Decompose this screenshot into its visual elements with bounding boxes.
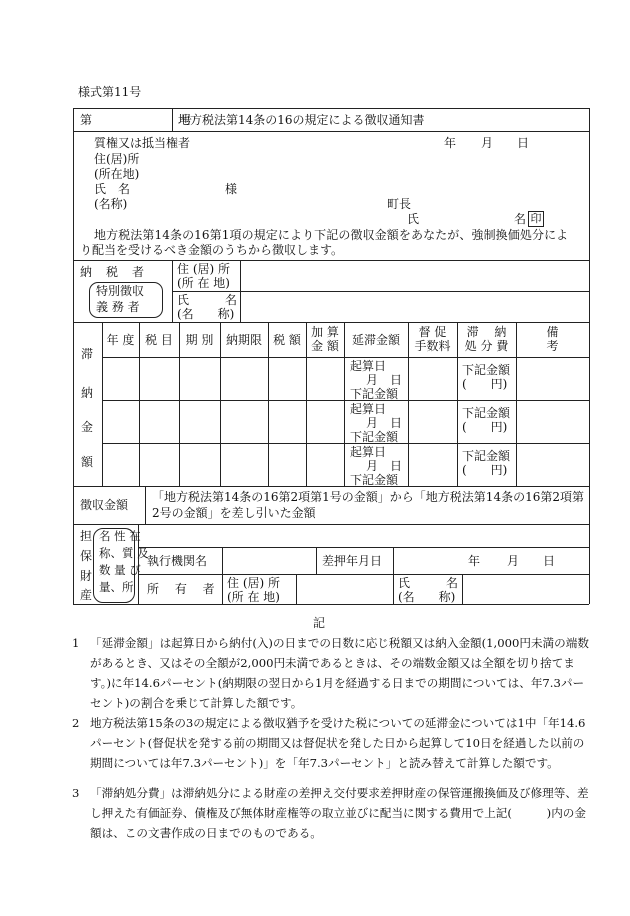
table-border-bottom <box>73 604 589 605</box>
table-border-top <box>73 108 589 109</box>
collateral-item-3: 数 量 び <box>99 563 141 577</box>
number-label: 第 号 <box>80 113 193 127</box>
delay-amount-cell-line: 起算日 <box>350 402 387 416</box>
owner-name-alt-label: (名 称) <box>398 590 456 604</box>
note-item-1 <box>72 633 592 713</box>
seizure-day: 日 <box>543 554 556 568</box>
seizure-date-label: 差押年月日 <box>322 554 383 568</box>
special-collector-label-2: 義 務 者 <box>96 300 140 314</box>
taxpayer-name-label: 氏 名 <box>177 293 238 307</box>
column-header: 処 分 費 <box>464 339 509 353</box>
arrears-side-label-2: 納 <box>81 386 94 400</box>
column-header: 延滞金額 <box>351 333 400 347</box>
owner-name-label: 氏 名 <box>398 576 459 590</box>
delay-amount-cell-line: 起算日 <box>350 445 387 459</box>
column-header: 納期限 <box>225 333 262 347</box>
issuer-mei-label: 名 <box>514 212 527 226</box>
taxpayer-label: 納 税 者 <box>80 265 146 279</box>
note-text: 地方税法第15条の3の規定による徴収猶予を受けた税についての延滞金については1中「年14.6パーセント(督促状を発する前の期間又は督促状を発した日から起算して10日を経過した以前の期間については年7.3パーセント)」を「年7.3パーセント」と読み替えて計算した額です。 <box>90 716 586 770</box>
agency-label: 執行機関名 <box>147 554 208 568</box>
column-header: 加 算 <box>311 325 339 339</box>
form-title: 地方税法第14条の16の規定による徴収通知書 <box>178 113 425 127</box>
mayor-label: 町長 <box>387 197 412 211</box>
collateral-item-2: 称、質 及 <box>99 546 149 560</box>
address-label: 住(居)所 <box>94 152 140 166</box>
disposal-fee-cell-line: ( 円) <box>462 420 508 434</box>
delay-amount-cell-line: 月 日 <box>366 373 403 387</box>
column-header: 金 額 <box>311 339 339 353</box>
collateral-side-label-4: 産 <box>80 588 93 602</box>
owner-address-alt-label: (所 在 地) <box>227 590 280 604</box>
date-month: 月 <box>481 136 494 150</box>
collection-text-line-1: 「地方税法第14条の16第2項第1号の金額」から「地方税法第14条の16第2項第 <box>152 490 584 504</box>
special-collector-label-1: 特別徴収 <box>96 284 145 298</box>
delay-amount-cell-line: 起算日 <box>350 359 387 373</box>
arrears-side-label-4: 額 <box>81 455 94 469</box>
taxpayer-name-alt-label: (名 称) <box>177 307 235 321</box>
note-item-2 <box>72 713 592 793</box>
note-number: 1 <box>72 636 80 650</box>
owner-label: 所 有 者 <box>147 582 215 596</box>
name-alt-label: (名称) <box>94 197 128 211</box>
note-number: 2 <box>72 716 80 730</box>
issuer-name-label: 氏 <box>407 212 420 226</box>
column-header: 手数料 <box>414 339 451 353</box>
owner-address-label: 住 (居) 所 <box>227 576 280 590</box>
disposal-fee-cell-line: 下記金額 <box>462 449 511 463</box>
column-header: 考 <box>546 339 559 353</box>
delay-amount-cell-line: 下記金額 <box>350 387 399 401</box>
form-number: 様式第11号 <box>78 85 142 99</box>
column-header: 備 <box>546 325 559 339</box>
collection-label: 徴収金額 <box>80 498 129 512</box>
notice-text-line-1: 地方税法第14条の16第1項の規定により下記の徴収金額をあなたが、強制換価処分によ <box>94 228 569 242</box>
delay-amount-cell-line: 月 日 <box>366 459 403 473</box>
arrears-side-label-1: 滞 <box>81 347 94 361</box>
column-header: 期 別 <box>185 333 214 347</box>
disposal-fee-cell-line: 下記金額 <box>462 363 511 377</box>
holder-label: 質権又は抵当権者 <box>94 136 191 150</box>
seizure-month: 月 <box>507 554 520 568</box>
date-year: 年 <box>444 136 457 150</box>
seizure-year: 年 <box>468 554 481 568</box>
disposal-fee-cell-line: 下記金額 <box>462 406 511 420</box>
column-header: 税 目 <box>145 333 173 347</box>
note-item-3 <box>72 783 592 843</box>
collateral-side-label-3: 財 <box>80 569 93 583</box>
delay-amount-cell-line: 月 日 <box>366 416 403 430</box>
delay-amount-cell-line: 下記金額 <box>350 430 399 444</box>
name-label: 氏 名 <box>94 182 131 196</box>
column-header: 年 度 <box>106 333 135 347</box>
notes-heading: 記 <box>313 616 326 630</box>
date-day: 日 <box>517 136 530 150</box>
collateral-item-1: 名 性 在 <box>99 529 141 543</box>
collateral-item-4: 量、所 <box>99 580 134 594</box>
column-header: 税 額 <box>273 333 301 347</box>
notice-text-line-2: り配当を受けるべき金額のうちから徴収します。 <box>80 243 344 257</box>
seal-mark: 印 <box>528 211 544 227</box>
honorific: 様 <box>225 182 238 196</box>
collection-text-line-2: 2号の金額」を差し引いた金額 <box>152 506 316 520</box>
address-alt-label: (所在地) <box>94 167 140 181</box>
collateral-side-label-2: 保 <box>80 549 93 563</box>
column-header: 督 促 <box>418 325 447 339</box>
taxpayer-address-label: 住 (居) 所 <box>177 262 230 276</box>
collateral-side-label-1: 担 <box>80 529 93 543</box>
column-header: 滞 納 <box>466 325 507 339</box>
table-border-right <box>589 108 590 604</box>
arrears-side-label-3: 金 <box>81 420 94 434</box>
note-number: 3 <box>72 786 80 800</box>
disposal-fee-cell-line: ( 円) <box>462 463 508 477</box>
taxpayer-address-alt-label: (所 在 地) <box>177 276 230 290</box>
disposal-fee-cell-line: ( 円) <box>462 377 508 391</box>
delay-amount-cell-line: 下記金額 <box>350 473 399 487</box>
table-border-left <box>73 108 74 604</box>
note-text: 「延滞金額」は起算日から納付(入)の日までの日数に応じ税額又は納入金額(1,000円未満の端数があるとき、又はその全額が2,000円未満であるときは、その端数金額又は全額を切り捨てます。)に年14.6パーセント(納期限の翌日から1月を経過する日までの期間については、年7.3パーセント)の割合を乗じて計算した額です。 <box>90 636 589 710</box>
note-text: 「滞納処分費」は滞納処分による財産の差押え交付要求差押財産の保管運搬換価及び修理等、差し押えた有価証券、債権及び無体財産権等の取立並びに配当に関する費用で上記( )内の金額は、この文書作成の日までのものである。 <box>90 786 589 840</box>
